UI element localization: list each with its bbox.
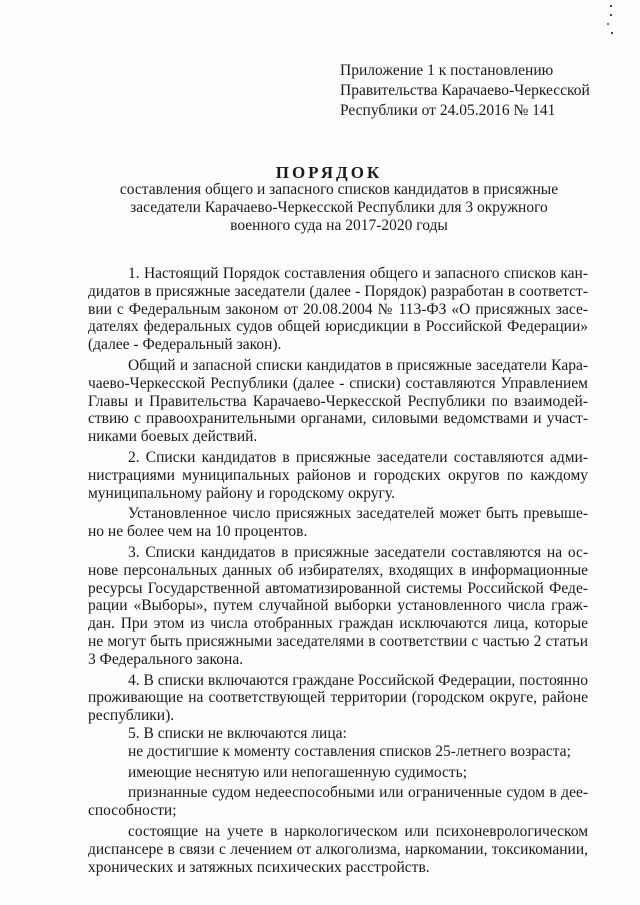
text-line: нове персональных данных об избирателях, входящих в информационные — [88, 561, 588, 579]
text-line: муниципальному району и городскому округу. — [88, 484, 395, 502]
appendix-line: Республики от 24.05.2016 № 141 — [340, 102, 556, 119]
text-line: но не более чем на 10 процентов. — [88, 523, 308, 541]
text-line: 3 Федерального закона. — [88, 650, 244, 668]
text-line: республики). — [88, 707, 175, 725]
subtitle-line: заседатели Карачаево-Черкесской Республики для 3 окружного — [130, 199, 548, 216]
text-line: имеющие неснятую или непогашенную судимость; — [128, 763, 468, 781]
exclusion-item-registered — [88, 823, 588, 876]
text-line: Главы и Правительства Карачаево-Черкесской Республики по взаимодей- — [88, 392, 588, 410]
document-title: ПОРЯДОК — [275, 163, 383, 182]
appendix-line: Приложение 1 к постановлению — [340, 62, 554, 79]
text-line: ресурсы Государственной автоматизированной системы Российской Феде- — [88, 579, 588, 597]
paragraph-2-continued — [88, 505, 588, 541]
appendix-header — [340, 61, 630, 121]
subtitle-line: военного суда на 2017-2020 годы — [230, 217, 448, 234]
text-line: способности; — [88, 802, 177, 820]
text-line: чаево-Черкесской Республики (далее - списки) составляются Управлением — [88, 374, 588, 392]
text-line: 4. В списки включаются граждане Российской Федерации, постоянно — [128, 671, 588, 689]
text-line: ствию с правоохранительными органами, силовыми ведомствами и участ- — [88, 410, 588, 428]
text-line: состоящие на учете в наркологическом или психоневрологическом — [128, 822, 588, 840]
text-line: 3. Списки кандидатов в присяжные заседатели составляются на ос- — [128, 543, 588, 561]
text-line: 2. Списки кандидатов в присяжные заседатели составляются адми- — [128, 448, 588, 466]
text-line: вии с Федеральным законом от 20.08.2004 № 113-ФЗ «О присяжных засе- — [88, 300, 588, 318]
text-line: никами боевых действий. — [88, 428, 258, 446]
text-line: признанные судом недееспособными или ограниченные судом в дее- — [128, 784, 588, 802]
paragraph-5 — [88, 725, 588, 743]
text-line: дан. При этом из числа отобранных граждан исключаются лица, которые — [88, 615, 588, 633]
text-line: рации «Выборы», путем случайной выборки установленного числа граж- — [88, 597, 588, 615]
text-line: диспансере в связи с лечением от алкоголизма, наркомании, токсикомании, — [88, 840, 588, 858]
exclusion-item-age — [88, 743, 588, 761]
text-line: нистрациями муниципальных районов и городских округов по каждому — [88, 466, 588, 484]
text-line: Общий и запасной списки кандидатов в присяжные заседатели Кара- — [128, 356, 588, 374]
paragraph-1 — [88, 265, 588, 354]
subtitle-line: составления общего и запасного списков кандидатов в присяжные — [119, 181, 559, 198]
exclusion-item-incapacity — [88, 784, 588, 820]
appendix-line: Правительства Карачаево-Черкесской — [340, 82, 590, 99]
text-line: Установленное число присяжных заседателей может быть превыше- — [128, 505, 588, 523]
paragraph-2 — [88, 449, 588, 502]
paragraph-1-continued — [88, 357, 588, 446]
paragraph-3 — [88, 544, 588, 669]
text-line: (далее - Федеральный закон). — [88, 336, 282, 354]
text-line: 1. Настоящий Порядок составления общего и запасного списков кан- — [128, 265, 588, 282]
paragraph-4 — [88, 672, 588, 725]
exclusion-item-conviction — [88, 764, 588, 782]
document-subtitle — [100, 181, 578, 235]
text-line: не могут быть присяжными заседателями в соответствии с частью 2 статьи — [88, 632, 588, 650]
text-line: не достигшие к моменту составления списков 25-летнего возраста; — [128, 742, 571, 760]
scan-corner-marks — [604, 2, 618, 38]
text-line: дателях федеральных судов общей юрисдикции в Российской Федерации» — [88, 318, 588, 336]
text-line: проживающие на соответствующей территории (городском округе, районе — [88, 689, 588, 707]
text-line: дидатов в присяжные заседатели (далее - Порядок) разработан в соответст- — [88, 282, 588, 300]
document-body — [88, 265, 588, 876]
text-line: 5. В списки не включаются лица: — [128, 724, 347, 742]
text-line: хронических и затяжных психических расстройств. — [88, 858, 430, 876]
